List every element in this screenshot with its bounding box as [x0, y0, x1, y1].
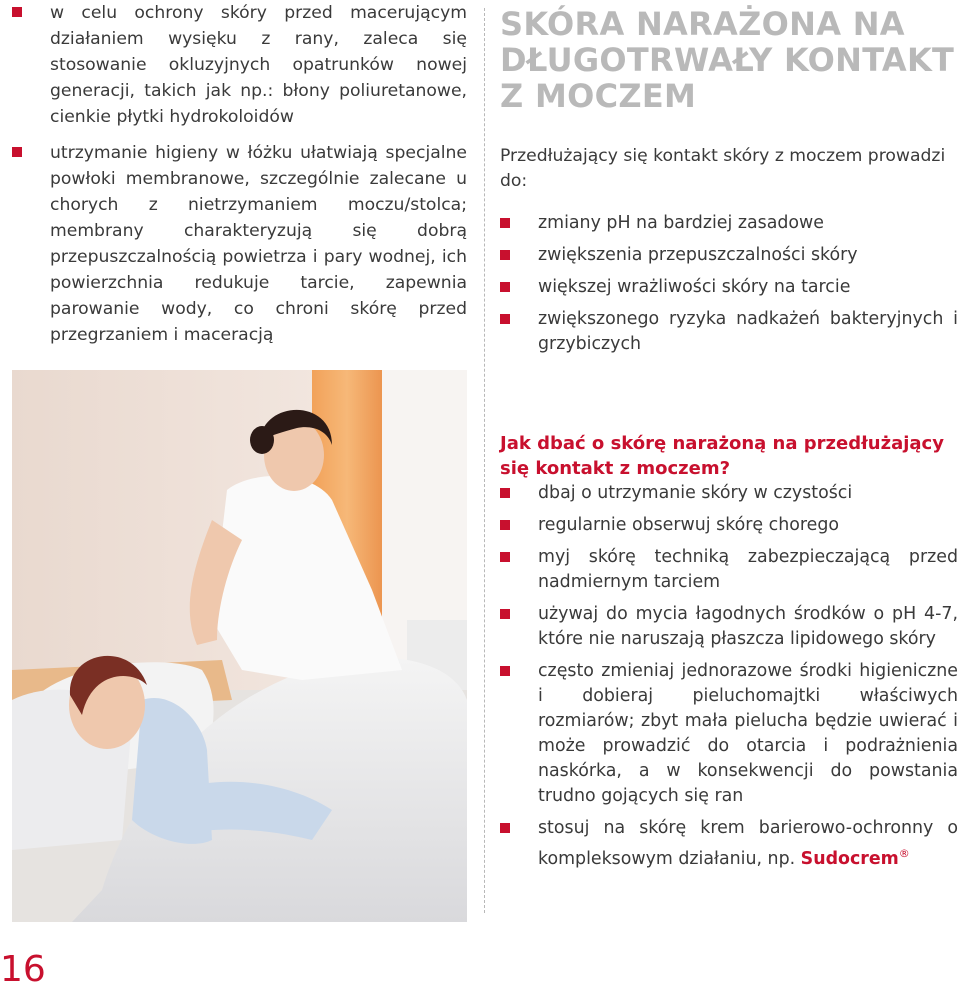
- left-bullet-list: [12, 0, 467, 348]
- list-item: [12, 140, 467, 348]
- care-heading: Jak dbać o skórę narażoną na przedłużający się kontakt z moczem?: [500, 433, 944, 480]
- list-item: [500, 275, 958, 300]
- list-item-text: dbaj o utrzymanie skóry w czystości: [538, 483, 853, 504]
- red-square-bullet-icon: [500, 218, 510, 228]
- red-square-bullet-icon: [500, 314, 510, 324]
- red-square-bullet-icon: [500, 609, 510, 619]
- red-square-bullet-icon: [12, 147, 22, 157]
- list-item-text: większej wrażliwości skóry na tarcie: [538, 277, 851, 298]
- section-title: [500, 6, 958, 114]
- page-number: 16: [0, 949, 46, 990]
- section-title-line: DŁUGOTRWAŁY KONTAKT: [500, 41, 955, 79]
- list-item-text: zwiększonego ryzyka nadkażeń bakteryjnych i grzybiczych: [538, 309, 958, 355]
- red-square-bullet-icon: [500, 250, 510, 260]
- red-square-bullet-icon: [500, 666, 510, 676]
- list-item: [500, 513, 958, 538]
- list-item: [500, 481, 958, 506]
- red-square-bullet-icon: [500, 552, 510, 562]
- nurse-patient-photo: [12, 370, 467, 922]
- list-item-text: utrzymanie higieny w łóżku ułatwiają specjalne powłoki membranowe, szczególnie zalecane u chorych z nietrzymaniem moczu/stolca; membrany charakteryzują się dobrą przepuszczalnością powietrza i pary wodnej, ich powierzchnia redukuje tarcie, zapewnia parowanie wody, co chroni skórę przed przegrzaniem i maceracją: [50, 143, 467, 345]
- list-item: [500, 211, 958, 236]
- list-item-text: często zmieniaj jednorazowe środki higieniczne i dobieraj pieluchomajtki właściwych rozmiarów; zbyt mała pielucha będzie uwierać i może prowadzić do otarcia i podrażnienia naskórka, a w konsekwencji do powstania trudno gojących się ran: [538, 661, 958, 807]
- right-column: [500, 0, 958, 879]
- registered-mark: ®: [898, 847, 910, 861]
- list-item: [500, 243, 958, 268]
- red-square-bullet-icon: [500, 520, 510, 530]
- list-item-text: stosuj na skórę krem barierowo-ochronny o kompleksowym działaniu, np.: [538, 818, 958, 869]
- list-item-text: używaj do mycia łagodnych środków o pH 4-7, które nie naruszają płaszcza lipidowego skóry: [538, 604, 958, 650]
- list-item: [12, 0, 467, 130]
- list-item-text: zmiany pH na bardziej zasadowe: [538, 213, 824, 234]
- list-item-text: w celu ochrony skóry przed macerującym działaniem wysięku z rany, zaleca się stosowanie okluzyjnych opatrunków nowej generacji, takich jak np.: błony poliuretanowe, cienkie płytki hydrokoloidów: [50, 3, 467, 127]
- list-item: [500, 545, 958, 595]
- brand-name: Sudocrem: [800, 848, 899, 869]
- effects-list: [500, 211, 958, 357]
- section-title-line: Z MOCZEM: [500, 77, 697, 115]
- red-square-bullet-icon: [500, 488, 510, 498]
- red-square-bullet-icon: [500, 282, 510, 292]
- list-item: [500, 659, 958, 809]
- intro-paragraph: Przedłużający się kontakt skóry z moczem prowadzi do:: [500, 146, 946, 191]
- red-square-bullet-icon: [12, 7, 22, 17]
- list-item-text: zwiększenia przepuszczalności skóry: [538, 245, 858, 266]
- list-item-text: myj skórę techniką zabezpieczającą przed nadmiernym tarciem: [538, 547, 958, 593]
- left-column: [12, 0, 467, 358]
- list-item: [500, 307, 958, 357]
- list-item: [500, 602, 958, 652]
- list-item-text: regularnie obserwuj skórę chorego: [538, 515, 840, 536]
- list-item: [500, 816, 958, 872]
- section-title-line: SKÓRA NARAŻONA NA: [500, 5, 905, 43]
- red-square-bullet-icon: [500, 823, 510, 833]
- column-divider: [484, 8, 485, 913]
- care-tips-list: [500, 481, 958, 872]
